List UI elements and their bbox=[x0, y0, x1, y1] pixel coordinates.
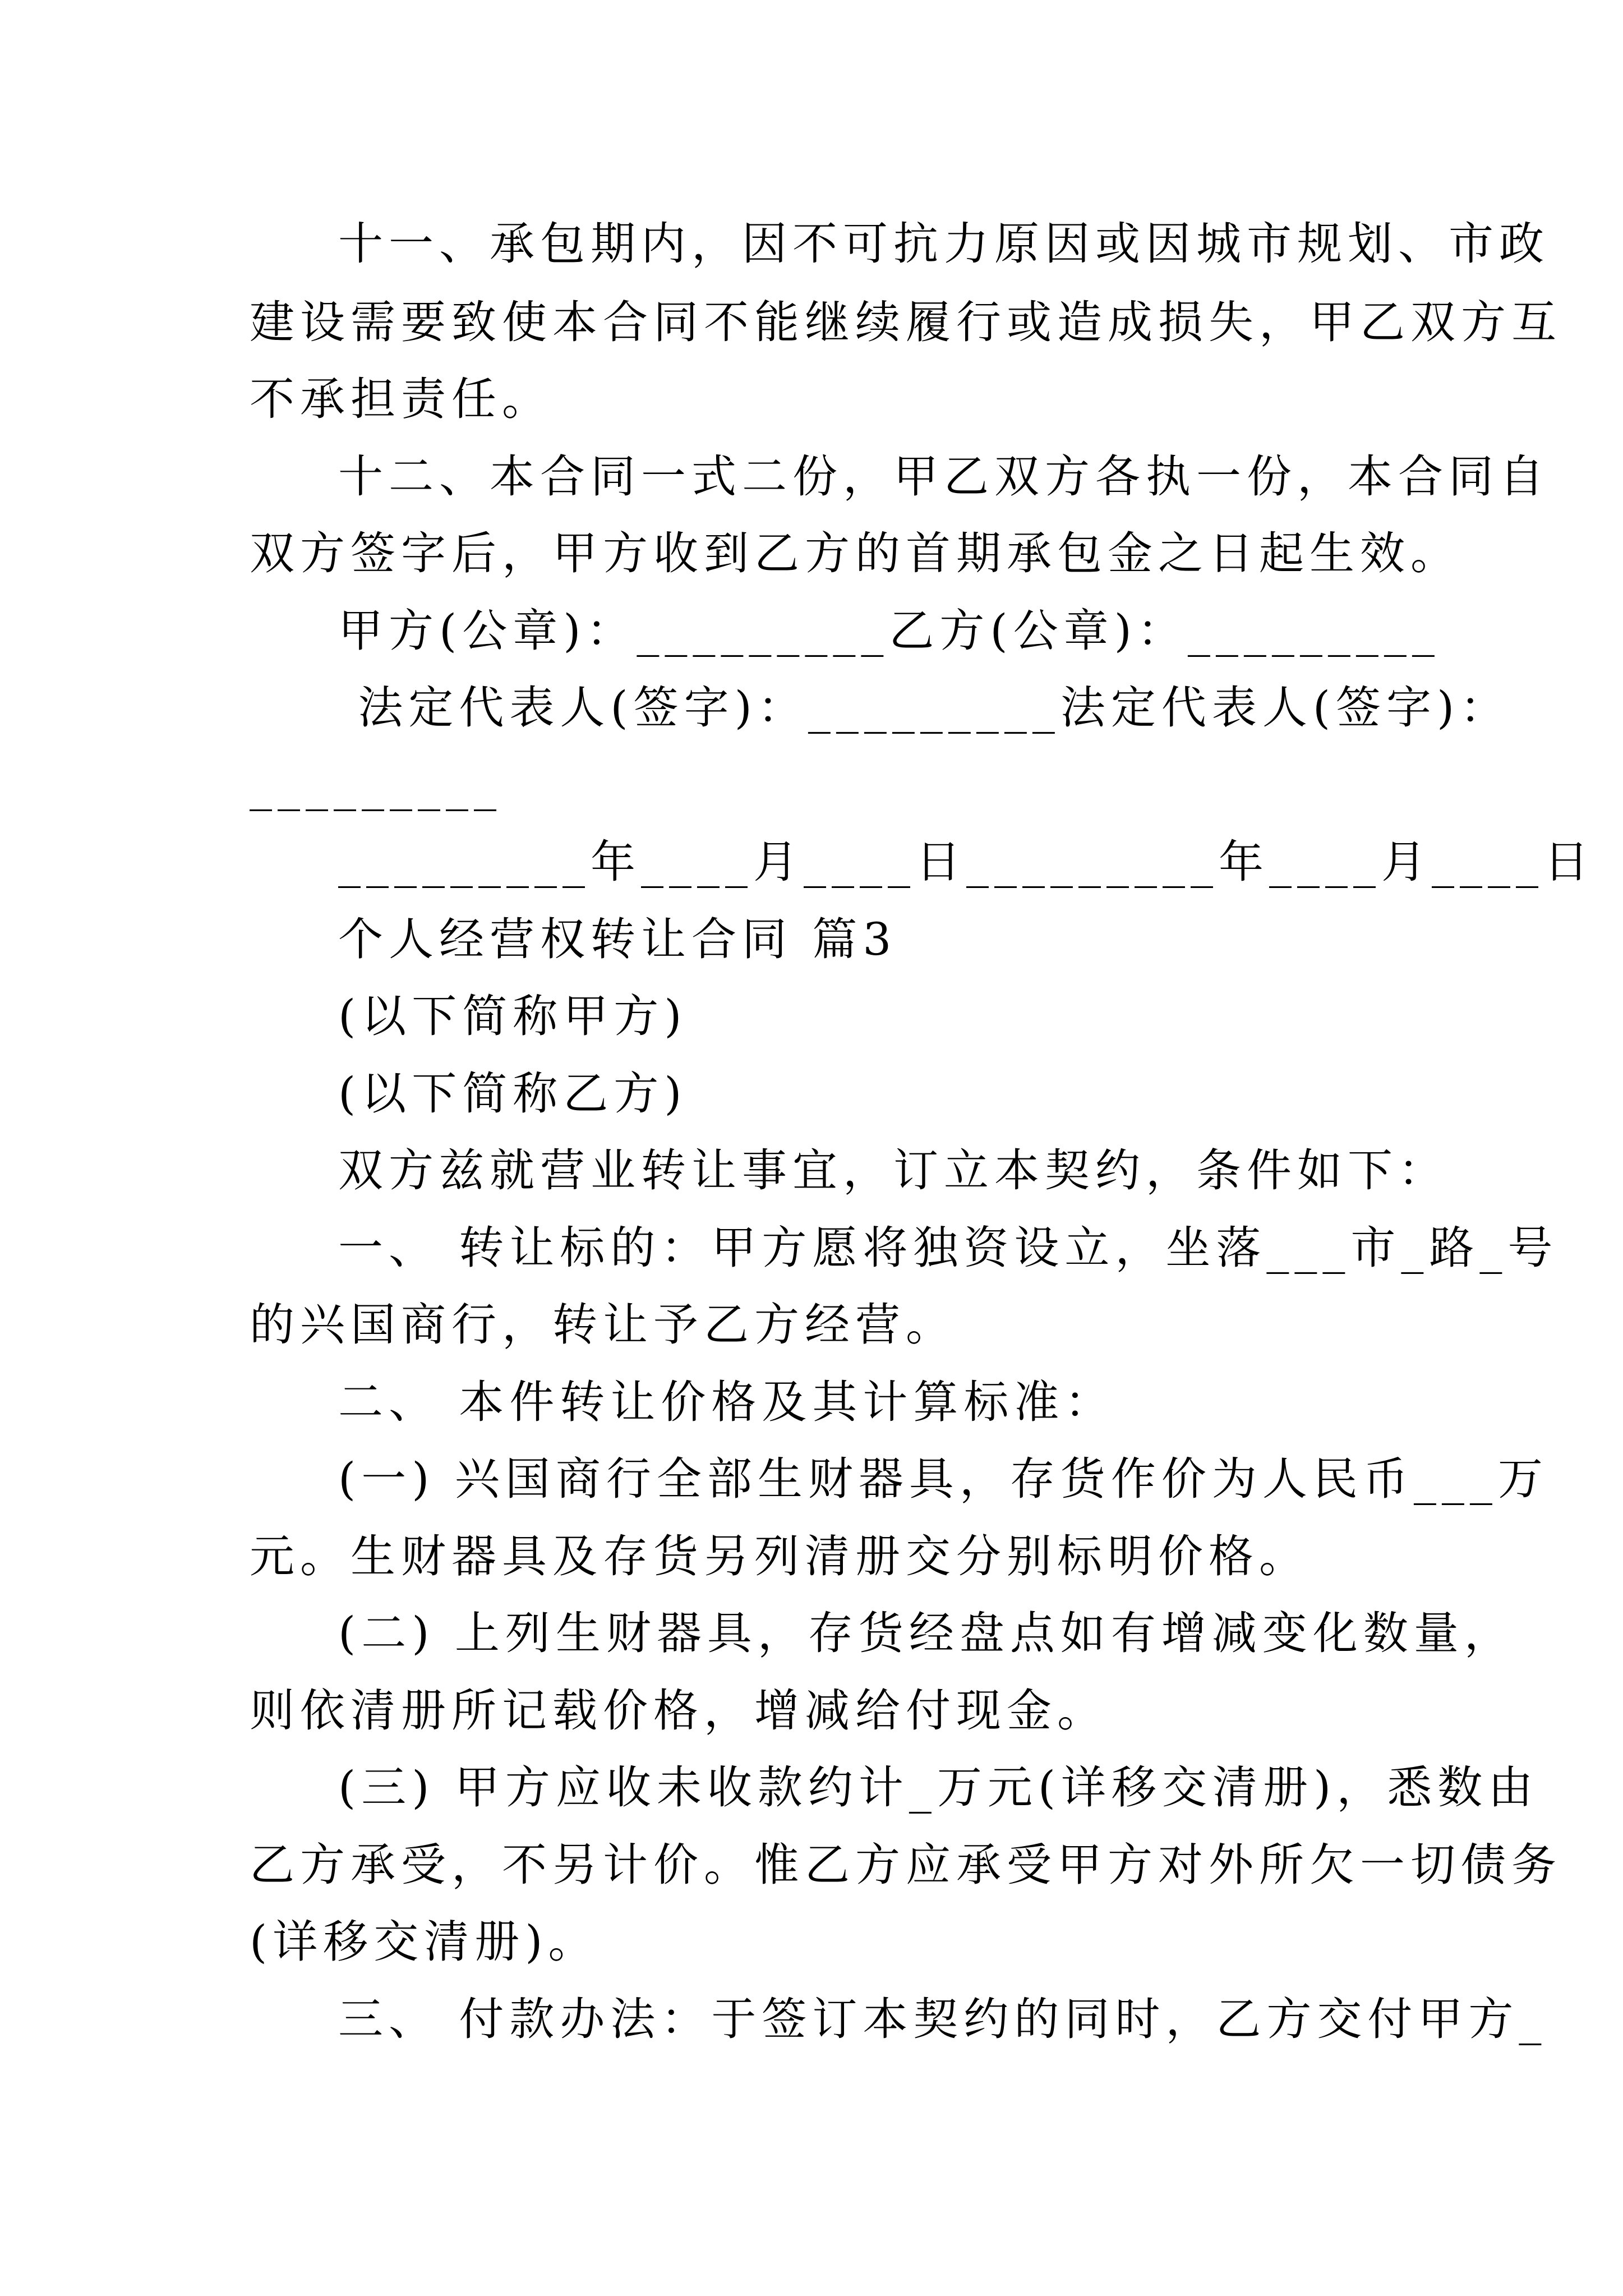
clause-line: (一) 兴国商行全部生财器具，存货作价为人民币___万 bbox=[338, 1453, 1548, 1505]
party-b-line: (以下简称乙方) bbox=[338, 1068, 688, 1120]
clause-line: 元。生财器具及存货另列清册交分别标明价格。 bbox=[250, 1530, 1310, 1582]
paragraph-line: 建设需要致使本合同不能继续履行或造成损失，甲乙双方互 bbox=[250, 296, 1562, 348]
paragraph-line: 不承担责任。 bbox=[250, 373, 552, 425]
clause-line: 则依清册所记载价格，增减给付现金。 bbox=[250, 1685, 1108, 1737]
signature-blank: _________ bbox=[250, 759, 502, 811]
clause-line: 的兴国商行，转让予乙方经营。 bbox=[250, 1299, 956, 1351]
clause-line: 二、 本件转让价格及其计算标准： bbox=[338, 1376, 1115, 1428]
paragraph-line: 十二、本合同一式二份，甲乙双方各执一份，本合同自 bbox=[338, 450, 1550, 503]
signature-line-representative: 法定代表人(签字)：_________法定代表人(签字)： bbox=[338, 682, 1511, 734]
clause-line: (详移交清册)。 bbox=[250, 1916, 599, 1968]
paragraph-line: 双方兹就营业转让事宜，订立本契约，条件如下： bbox=[338, 1144, 1449, 1197]
clause-line: 乙方承受，不另计价。惟乙方应承受甲方对外所欠一切债务 bbox=[250, 1839, 1562, 1891]
paragraph-line: 十一、承包期内，因不可抗力原因或因城市规划、市政 bbox=[338, 218, 1550, 270]
paragraph-line: 双方签字后，甲方收到乙方的首期承包金之日起生效。 bbox=[250, 527, 1461, 579]
section-title: 个人经营权转让合同 篇3 bbox=[338, 913, 897, 965]
clause-line: 一、 转让标的：甲方愿将独资设立，坐落___市_路_号 bbox=[338, 1222, 1559, 1274]
signature-date-line: _________年____月____日_________年____月____日 bbox=[338, 836, 1594, 888]
clause-line: (三) 甲方应收未收款约计_万元(详移交清册)，悉数由 bbox=[338, 1761, 1539, 1814]
clause-line: 三、 付款办法：于签订本契约的同时，乙方交付甲方_ bbox=[338, 1993, 1547, 2045]
party-a-line: (以下简称甲方) bbox=[338, 990, 688, 1042]
clause-line: (二) 上列生财器具，存货经盘点如有增减变化数量， bbox=[338, 1607, 1515, 1659]
signature-line-seal: 甲方(公章)：_________乙方(公章)：_________ bbox=[338, 605, 1440, 657]
